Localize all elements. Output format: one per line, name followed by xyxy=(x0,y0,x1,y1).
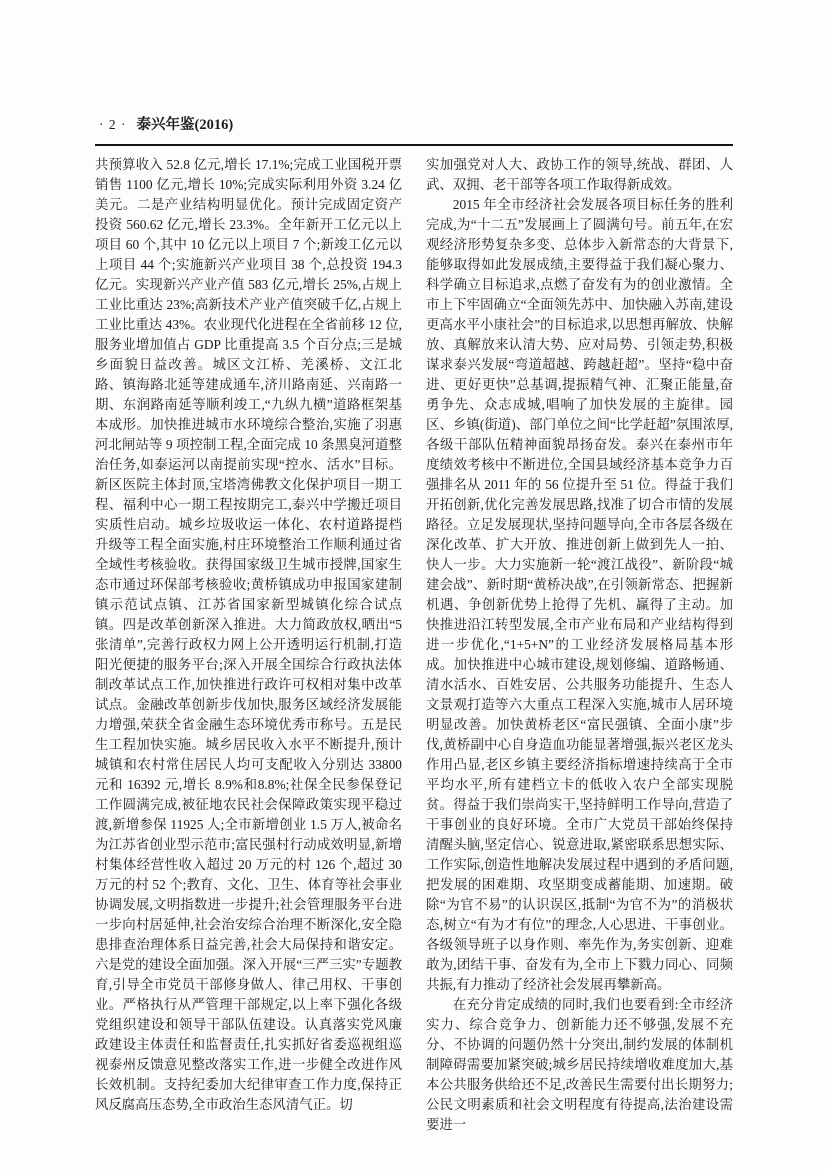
paragraph: 在充分肯定成绩的同时,我们也要看到:全市经济实力、综合竞争力、创新能力还不够强,发展不充分、不协调的问题仍然十分突出,制约发展的体制机制障碍需要加紧突破;城乡居民持续增收难度加大,基本公共服务供给还不足,改善民生需要付出长期努力;公民文明素质和社会文明程度有待提高,法治建设需要进一 xyxy=(426,997,733,1132)
paragraph: 2015 年全市经济社会发展各项目标任务的胜利完成,为“十二五”发展画上了圆满句号。前五年,在宏观经济形势复杂多变、总体步入新常态的大背景下,能够取得如此发展成绩,主要得益于我们凝心聚力、科学确立目标追求,点燃了奋发有为的创业激情。全市上下牢固确立“全面领先苏中、加快融入苏南,建设更高水平小康社会”的目标追求,以思想再解放、快解放、真解放来认清大势、应对局势、引领走势,积极谋求泰兴发展“弯道超越、跨越赶超”。坚持“稳中奋进、更好更快”总基调,提振精气神、汇聚正能量,奋勇争先、众志成城,唱响了加快发展的主旋律。园区、乡镇(街道)、部门单位之间“比学赶超”氛围浓厚,各级干部队伍精神面貌昂扬奋发。泰兴在泰州市年度绩效考核中不断进位,全国县域经济基本竞争力百强排名从 2011 年的 56 位提升至 51 位。得益于我们开拓创新,优化完善发展思路,找准了切合市情的发展路径。立足发展现状,坚持问题导向,全市各层各级在深化改革、扩大开放、推进创新上做到先人一拍、快人一步。大力实施新一轮“渡江战役”、新阶段“城建会战”、新时期“黄桥决战”,在引领新常态、把握新机遇、争创新优势上抢得了先机、赢得了主动。加快推进沿江转型发展,全市产业布局和产业结构得到进一步优化,“1+5+N”的工业经济发展格局基本形成。加快推进中心城市建设,规划修编、道路畅通、清水活水、百姓安居、公共服务功能提升、生态人文景观打造等六大重点工程深入实施,城市人居环境明显改善。加快黄桥老区“富民强镇、全面小康”步伐,黄桥副中心自身造血功能显著增强,振兴老区龙头作用凸显,老区乡镇主要经济指标增速持续高于全市平均水平,所有建档立卡的低收入农户全部实现脱贫。得益于我们崇尚实干,坚持鲜明工作导向,营造了干事创业的良好环境。全市广大党员干部始终保持清醒头脑,坚定信心、锐意进取,紧密联系思想实际、工作实际,创造性地解决发展过程中遇到的矛盾问题,把发展的困难期、攻坚期变成蓄能期、加速期。破除“为官不易”的认识误区,抵制“为官不为”的消极状态,树立“有为才有位”的理念,人心思进、干事创业。各级领导班子以身作则、率先作为,务实创新、迎难敢为,团结干事、奋发有为,全市上下戮力同心、同频共振,有力推动了经济社会发展再攀新高。 xyxy=(426,197,733,992)
header-divider xyxy=(95,144,733,146)
paragraph: 共预算收入 52.8 亿元,增长 17.1%;完成工业国税开票销售 1100 亿元,增长 10%;完成实际利用外资 3.24 亿美元。二是产业结构明显优化。预计完成固定资产投资 560.62 亿元,增长 23.3%。全年新开工亿元以上项目 60 个,其中 10 亿元以上项目 7 个;新竣工亿元以上项目 44 个;实施新兴产业项目 38 个,总投资 194.3 亿元。实现新兴产业产值 583 亿元,增长 25%,占规上工业比重达 23%;高新技术产业产值突破千亿,占规上工业比重达 43%。农业现代化进程在全省前移 12 位,服务业增加值占 GDP 比重提高 3.5 个百分点;三是城乡面貌日益改善。城区文江桥、羌溪桥、文江北路、镇海路北延等建成通车,济川路南延、兴南路一期、东润路南延等顺利竣工,“九纵九横”道路框架基本成形。加快推进城市水环境综合整治,实施了羽惠河北闸站等 9 项控制工程,全面完成 10 条黑臭河道整治任务,如泰运河以南提前实现“控水、活水”目标。新区医院主体封顶,宝塔湾佛教文化保护项目一期工程、福利中心一期工程按期完工,泰兴中学搬迁项目实质性启动。城乡垃圾收运一体化、农村道路提档升级等工程全面实施,村庄环境整治工作顺利通过省全域性考核验收。获得国家级卫生城市授牌,国家生态市通过环保部考核验收;黄桥镇成功申报国家建制镇示范试点镇、江苏省国家新型城镇化综合试点镇。四是改革创新深入推进。大力简政放权,晒出“5 张清单”,完善行政权力网上公开透明运行机制,打造阳光便捷的服务平台;深入开展全国综合行政执法体制改革试点工作,加快推进行政许可权相对集中改革试点。金融改革创新步伐加快,服务区域经济发展能力增强,荣获全省金融生态环境优秀市称号。五是民生工程加快实施。城乡居民收入水平不断提升,预计城镇和农村常住居民人均可支配收入分别达 33800 元和 16392 元,增长 8.9%和8.8%;社保全民参保登记工作圆满完成,被征地农民社会保障政策实现平稳过渡,新增参保 11925 人;全市新增创业 1.5 万人,被命名为江苏省创业型示范市;富民强村行动成效明显,新增村集体经营性收入超过 20 万元的村 126 个,超过 30 万元的村 52 个;教育、文化、卫生、体育等社会事业协调发展,文明指数进一步提升;社会管理服务平台进一步向村居延伸,社会治安综合治理不断深化,安全隐患排查治理体系日益完善,社会大局保持和谐安定。六是党的建设全面加强。深入开展“三严三实”专题教育,引导全市党员干部修身做人、律己用权、干事创业。严格执行从严管理干部规定,以上率下强化各级党组织建设和领导干部队伍建设。认真落实党风廉政建设主体责任和监督责任,扎实抓好省委巡视组巡视泰州反馈意见整改落实工作,进一步健全改进作风长效机制。支持纪委加大纪律审查工作力度,保持正风反腐高压态势,全市政治生态风清气正。切 xyxy=(95,157,402,1112)
right-column xyxy=(426,155,733,1135)
page-content xyxy=(95,113,733,1135)
page-header xyxy=(95,113,733,144)
page-title: 泰兴年鉴(2016) xyxy=(136,117,234,133)
paragraph: 实加强党对人大、政协工作的领导,统战、群团、人武、双拥、老干部等各项工作取得新成效。 xyxy=(426,157,733,192)
page-number: · 2 · xyxy=(99,117,127,132)
text-columns xyxy=(95,155,733,1135)
left-column xyxy=(95,155,402,1135)
